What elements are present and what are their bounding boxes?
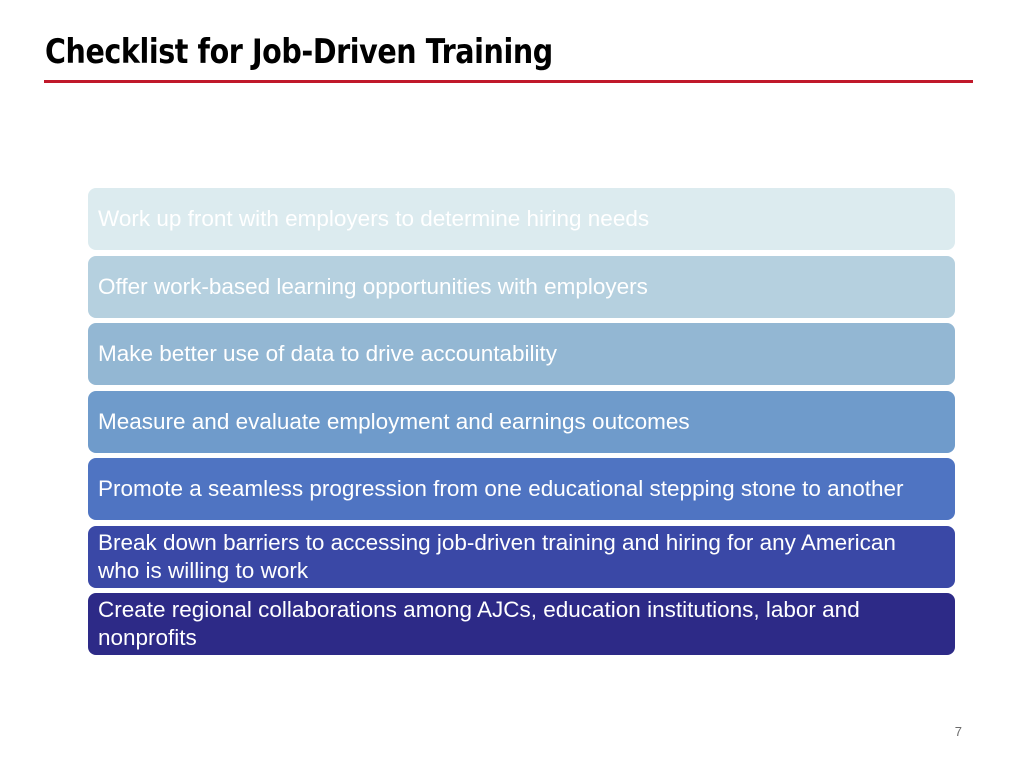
checklist-item-text: Create regional collaborations among AJCs, education institutions, labor and nonprofits	[98, 597, 860, 650]
checklist-item-break-barriers	[88, 526, 955, 588]
checklist-item-work-based-learning	[88, 256, 955, 318]
checklist-item-text: Promote a seamless progression from one educational stepping stone to another	[98, 476, 904, 501]
checklist-item-employer-needs	[88, 188, 955, 250]
checklist-item-measure-outcomes	[88, 391, 955, 453]
slide-title: Checklist for Job-Driven Training	[45, 32, 553, 72]
page-number: 7	[954, 724, 962, 739]
checklist-item-text: Make better use of data to drive accountability	[98, 341, 558, 366]
title-underline	[44, 80, 973, 83]
checklist-item-seamless-progression	[88, 458, 955, 520]
checklist-item-data-accountability	[88, 323, 955, 385]
checklist-item-text: Measure and evaluate employment and earnings outcomes	[98, 408, 690, 434]
checklist-item-text: Offer work-based learning opportunities with employers	[98, 273, 648, 299]
checklist-item-regional-collaborations	[88, 593, 955, 655]
checklist	[88, 188, 955, 661]
checklist-item-text: Break down barriers to accessing job-driven training and hiring for any American who is willing to work	[98, 529, 896, 583]
checklist-item-text: Work up front with employers to determine hiring needs	[98, 206, 650, 231]
